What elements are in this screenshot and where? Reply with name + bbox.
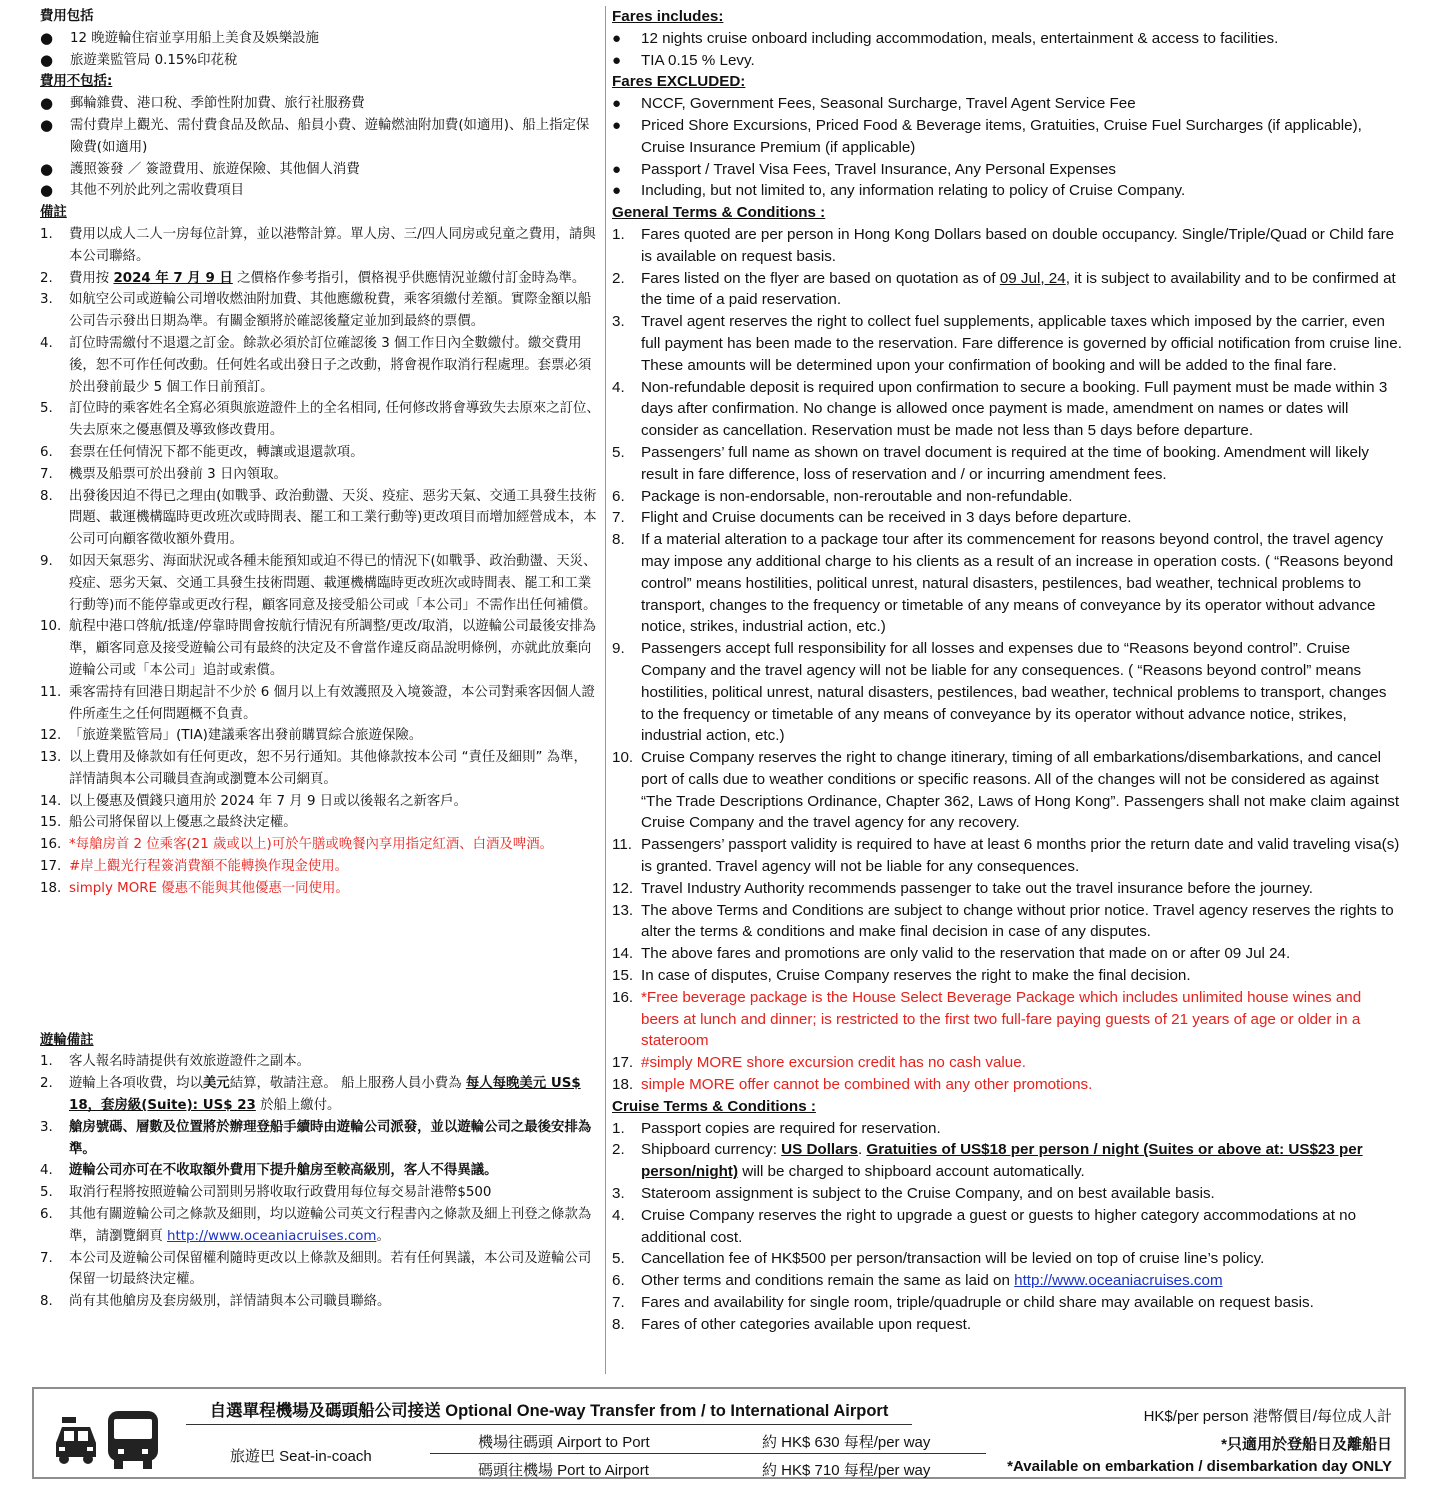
zh-remark-item: 15. 船公司將保留以上優惠之最終決定權。 bbox=[40, 815, 297, 831]
zh-included-item: ● 12 晚遊輪住宿並享用船上美食及娛樂設施 bbox=[40, 28, 319, 47]
en-term-item: 14. The above fares and promotions are only valid to the reservation that made on or after 09 Jul 24. bbox=[612, 945, 1291, 963]
en-term-item: 1. Fares quoted are per person in Hong Kong Dollars based on double occupancy. Single/Triple/Quad or Child fare is available on request basis. bbox=[612, 225, 1395, 265]
taxi-icon bbox=[56, 1417, 96, 1464]
en-term-item: 13. The above Terms and Conditions are subject to change without prior notice. Travel agency reserves the rights to alter the terms & conditions and make final decision in case of any disputes. bbox=[612, 901, 1394, 941]
transfer-box bbox=[32, 1387, 1406, 1479]
zh-cruise-item: 7. 本公司及遊輪公司保留權利隨時更改以上條款及細則。若有任何異議，本公司及遊輪公司保留一切最終決定權。 bbox=[40, 1250, 592, 1288]
zh-remark-item: 11. 乘客需持有回港日期起計不少於 6 個月以上有效護照及入境簽證，本公司對乘客因個人證件所產生之任何問題概不負責。 bbox=[40, 684, 595, 722]
en-term-item: 6. Package is non-endorsable, non-reroutable and non-refundable. bbox=[612, 487, 1073, 505]
zh-cruise-item: 1. 客人報名時請提供有效旅遊證件之副本。 bbox=[40, 1054, 311, 1070]
en-cruise-item: 8. Fares of other categories available upon request. bbox=[612, 1315, 972, 1333]
en-terms-heading: General Terms & Conditions : bbox=[612, 204, 826, 222]
en-term-item: 10. Cruise Company reserves the right to change itinerary, timing of all embarkations/disembarkations, and cancel port of calls due to weather conditions or specific reasons. All of the changes will not be considered as against “The Trade Descriptions Ordinance, Chapter 362, Laws of Hong Kong”. Passengers shall not make claim against Cruise Company and the travel agency for any recovery. bbox=[612, 749, 1400, 832]
bus-icon bbox=[108, 1411, 158, 1469]
transfer-title: 自選單程機場及碼頭船公司接送 Optional One-way Transfer from / to International Airport bbox=[186, 1397, 912, 1425]
en-cruise-item: 5. Cancellation fee of HK$500 per person/transaction will be levied on top of cruise line’s policy. bbox=[612, 1250, 1265, 1268]
zh-cruise-item: 5. 取消行程將按照遊輪公司罰則另將收取行政費用每位每交易計港幣$500 bbox=[40, 1185, 492, 1201]
port-to-airport-price: 約 HK$ 710 每程/per way bbox=[762, 1462, 931, 1479]
price-unit-note: HK$/per person 港幣價目/每位成人計 bbox=[1143, 1408, 1392, 1425]
column-divider bbox=[605, 6, 606, 1374]
embarkation-note-zh: *只適用於登船日及離船日 bbox=[1221, 1436, 1392, 1453]
zh-remark-item: 14. 以上優惠及價錢只適用於 2024 年 7 月 9 日或以後報名之新客戶。 bbox=[40, 793, 468, 809]
zh-remark-item: 18. simply MORE 優惠不能與其他優惠一同使用。 bbox=[40, 880, 349, 896]
en-term-item: 12. Travel Industry Authority recommends passenger to take out the travel insurance before the journey. bbox=[612, 879, 1313, 897]
en-term-item: 2. Fares listed on the flyer are based on quotation as of 09 Jul, 24, it is subject to availability and to be confirmed at the time of a paid reservation. bbox=[612, 269, 1396, 309]
zh-remark-item: 3. 如航空公司或遊輪公司增收燃油附加費、其他應繳稅費，乘客須繳付差額。實際金額以船公司告示發出日期為準。有關金額將於確認後釐定並加到最終的票價。 bbox=[40, 292, 592, 330]
zh-cruise-item: 3. 艙房號碼、層數及位置將於辦理登船手續時由遊輪公司派發，並以遊輪公司之最後安排為準。 bbox=[40, 1119, 592, 1157]
en-term-item: 5. Passengers’ full name as shown on travel document is required at the time of booking. Amendment will likely result in fare difference, loss of reservation and / or incurring amendment fees. bbox=[612, 443, 1369, 483]
zh-remark-item: 13. 以上費用及條款如有任何更改，恕不另行通知。其他條款按本公司 “責任及細則” 為準，詳情請與本公司職員查詢或瀏覽本公司網頁。 bbox=[40, 750, 587, 787]
embarkation-note-en: *Available on embarkation / disembarkation day ONLY bbox=[1007, 1458, 1392, 1475]
airport-to-port-price: 約 HK$ 630 每程/per way bbox=[762, 1434, 931, 1451]
english-terms-column bbox=[612, 6, 1402, 1336]
zh-remark-item: 7. 機票及船票可於出發前 3 日內領取。 bbox=[40, 466, 287, 482]
zh-remark-item: 4. 訂位時需繳付不退還之訂金。餘款必須於訂位確認後 3 個工作日內全數繳付。繳交費用後，恕不可作任何改動。任何姓名或出發日子之改動，將會視作取消行程處理。套票必須於出發前最少 5 個工作日前預訂。 bbox=[40, 335, 592, 395]
zh-remark-item: 8. 出發後因迫不得已之理由(如戰爭、政治動盪、天災、疫症、惡劣天氣、交通工具發生技術問題、載運機構臨時更改班次或時間表、罷工和工業行動等)更改項目而增加經營成本，本公司可向顧客徵收額外費用。 bbox=[40, 488, 597, 548]
zh-excluded-item: ● 護照簽發 ／ 簽證費用、旅遊保險、其他個人消費 bbox=[40, 159, 360, 178]
en-term-item: 8. If a material alteration to a package tour after its commencement for reasons beyond control, the travel agency may impose any additional charge to his clients as a result of an increase in operation costs. ( “Reasons beyond control” means hostilities, political unrest, natural disasters, pestilences, bad weather, technical problems to transport, changes to the frequency or timetable of any means of conveyance by its operator without advance notice, strikes, industrial action, etc.) bbox=[612, 531, 1394, 636]
zh-remark-item: 6. 套票在任何情況下都不能更改，轉讓或退還款項。 bbox=[40, 444, 364, 460]
oceania-link[interactable]: http://www.oceaniacruises.com bbox=[167, 1228, 377, 1244]
transport-icons bbox=[52, 1409, 182, 1471]
zh-included-item: ● 旅遊業監管局 0.15%印花稅 bbox=[40, 50, 238, 69]
en-cruise-item: 2. Shipboard currency: US Dollars. Gratuities of US$18 per person / night (Suites or above at: US$23 per person/night) will be charged to shipboard account automatically. bbox=[612, 1141, 1363, 1181]
en-excluded-item: ● Passport / Travel Visa Fees, Travel Insurance, Any Personal Expenses bbox=[612, 160, 1116, 178]
en-term-item: 11. Passengers’ passport validity is required to have at least 6 months prior the return date and valid traveling visa(s) is granted. Travel agency will not be liable for any consequences. bbox=[612, 836, 1400, 876]
en-term-item: 3. Travel agent reserves the right to collect fuel supplements, applicable taxes which imposed by the carrier, even full payment has been made to the reservation. Fare difference is governed by official notification from cruise line. These amounts will be determined upon your confirmation of booking and will be added to the final fare. bbox=[612, 313, 1402, 374]
chinese-terms-column bbox=[40, 6, 600, 1313]
en-term-item: 4. Non-refundable deposit is required upon confirmation to secure a booking. Full payment must be made within 3 days after confirmation. No change is allowed once payment is made, amendment on names or dates will consider as cancellation. Reservation must be made not less than 5 days before departure. bbox=[612, 378, 1388, 440]
port-to-airport-label: 碼頭往機場 Port to Airport bbox=[478, 1462, 649, 1479]
en-cruise-item: 6. Other terms and conditions remain the same as laid on http://www.oceaniacruises.com bbox=[612, 1272, 1223, 1290]
en-cruise-item: 7. Fares and availability for single room, triple/quadruple or child share may available on request basis. bbox=[612, 1294, 1314, 1312]
en-excluded-heading: Fares EXCLUDED: bbox=[612, 73, 746, 91]
en-included-item: ● 12 nights cruise onboard including accommodation, meals, entertainment & access to facilities. bbox=[612, 29, 1279, 47]
en-term-item: 7. Flight and Cruise documents can be received in 3 days before departure. bbox=[612, 509, 1132, 527]
airport-to-port-label: 機場往碼頭 Airport to Port bbox=[478, 1434, 650, 1451]
en-cruise-item: 3. Stateroom assignment is subject to the Cruise Company, and on best available basis. bbox=[612, 1185, 1215, 1203]
en-term-item: 16. *Free beverage package is the House Select Beverage Package which includes unlimited house wines and beers at lunch and dinner; is restricted to the first two full-fare paying guests of 21 years of age or older in a stateroom bbox=[612, 988, 1362, 1050]
en-term-item: 17. #simply MORE shore excursion credit has no cash value. bbox=[612, 1054, 1026, 1072]
zh-cruise-item: 2. 遊輪上各項收費，均以美元結算，敬請注意。 船上服務人員小費為 每人每晚美元 US$ 18，套房級(Suite): US$ 23 於船上繳付。 bbox=[40, 1076, 581, 1114]
zh-remark-item: 12. 「旅遊業監管局」(TIA)建議乘客出發前購買綜合旅遊保險。 bbox=[40, 728, 423, 744]
zh-excluded-item: ● 其他不列於此列之需收費項目 bbox=[40, 181, 245, 200]
en-cruise-heading: Cruise Terms & Conditions : bbox=[612, 1097, 816, 1115]
zh-remark-item: 9. 如因天氣惡劣、海面狀況或各種未能預知或迫不得已的情況下(如戰爭、政治動盪、天災、疫症、惡劣天氣、交通工具發生技術問題、載運機構臨時更改班次或時間表、罷工和工業行動等)而不能停靠或更改行程，顧客同意及接受船公司或「本公司」不需作出任何補償。 bbox=[40, 553, 597, 613]
zh-excluded-heading: 費用不包括: bbox=[40, 74, 113, 90]
seat-in-coach-label: 旅遊巴 Seat-in-coach bbox=[230, 1448, 372, 1465]
zh-remark-item: 17. #岸上觀光行程簽消費額不能轉換作現金使用。 bbox=[40, 859, 349, 875]
en-term-item: 18. simple MORE offer cannot be combined with any other promotions. bbox=[612, 1076, 1093, 1094]
zh-remarks-heading: 備註 bbox=[40, 205, 67, 221]
zh-remark-item: 1. 費用以成人二人一房每位計算，並以港幣計算。單人房、三/四人同房或兒童之費用，請與本公司聯絡。 bbox=[40, 226, 596, 264]
zh-excluded-item: ● 郵輪雜費、港口稅、季節性附加費、旅行社服務費 bbox=[40, 94, 365, 113]
en-cruise-item: 1. Passport copies are required for reservation. bbox=[612, 1119, 941, 1137]
zh-excluded-item: ● 需付費岸上觀光、需付費食品及飲品、船員小費、遊輪燃油附加費(如適用)、船上指定保險費(如適用) bbox=[40, 115, 590, 155]
zh-remark-item: 10. 航程中港口啓航/抵達/停靠時間會按航行情況有所調整/更改/取消，以遊輪公司最後安排為準，顧客同意及接受遊輪公司有最終的決定及不會當作違反商品說明條例，亦就此放棄向遊輪公司或「本公司」追討或索償。 bbox=[40, 619, 596, 678]
en-included-item: ● TIA 0.15 % Levy. bbox=[612, 51, 755, 69]
en-excluded-item: ● Including, but not limited to, any information relating to policy of Cruise Company. bbox=[612, 182, 1186, 200]
zh-cruise-item: 4. 遊輪公司亦可在不收取額外費用下提升艙房至較高級別，客人不得異議。 bbox=[40, 1163, 498, 1179]
en-term-item: 9. Passengers accept full responsibility for all losses and expenses due to “Reasons beyond control”. Cruise Company and the travel agency will not be liable for any consequences. ( “Reasons beyond control” means hostilities, political unrest, natural disasters, pestilences, bad weather, technical problems to transport, changes to the frequency or timetable of any means of conveyance by its operator without advance notice, strikes, industrial action, etc.) bbox=[612, 640, 1387, 745]
en-included-heading: Fares includes: bbox=[612, 8, 724, 25]
zh-cruise-item: 6. 其他有關遊輪公司之條款及細則，均以遊輪公司英文行程書內之條款及細上刊登之條款為準，請瀏覽網頁 http://www.oceaniacruises.com。 bbox=[40, 1207, 592, 1244]
zh-included-heading: 費用包括 bbox=[40, 9, 94, 24]
zh-remark-item: 2. 費用按 2024 年 7 月 9 日 之價格作參考指引，價格視乎供應情況並繳付訂金時為準。 bbox=[40, 270, 586, 286]
zh-cruise-item: 8. 尚有其他艙房及套房級別，詳情請與本公司職員聯絡。 bbox=[40, 1294, 391, 1310]
en-cruise-item: 4. Cruise Company reserves the right to upgrade a guest or guests to higher category accommodations at no additional cost. bbox=[612, 1206, 1357, 1246]
transfer-divider bbox=[430, 1453, 986, 1454]
oceania-link[interactable]: http://www.oceaniacruises.com bbox=[1014, 1272, 1223, 1290]
en-excluded-item: ● Priced Shore Excursions, Priced Food & Beverage items, Gratuities, Cruise Fuel Surcharges (if applicable), Cruise Insurance Premium (if applicable) bbox=[612, 116, 1362, 156]
en-excluded-item: ● NCCF, Government Fees, Seasonal Surcharge, Travel Agent Service Fee bbox=[612, 95, 1136, 113]
zh-remark-item: 5. 訂位時的乘客姓名全寫必須與旅遊證件上的全名相同, 任何修改將會導致失去原來之訂位、失去原來之優惠價及導致修改費用。 bbox=[40, 401, 600, 439]
zh-cruise-heading: 遊輪備註 bbox=[40, 1032, 94, 1048]
en-term-item: 15. In case of disputes, Cruise Company reserves the right to make the final decision. bbox=[612, 967, 1191, 985]
zh-remark-item: 16. *每艙房首 2 位乘客(21 歲或以上)可於午膳或晚餐內享用指定紅酒、白酒及啤酒。 bbox=[40, 837, 553, 853]
